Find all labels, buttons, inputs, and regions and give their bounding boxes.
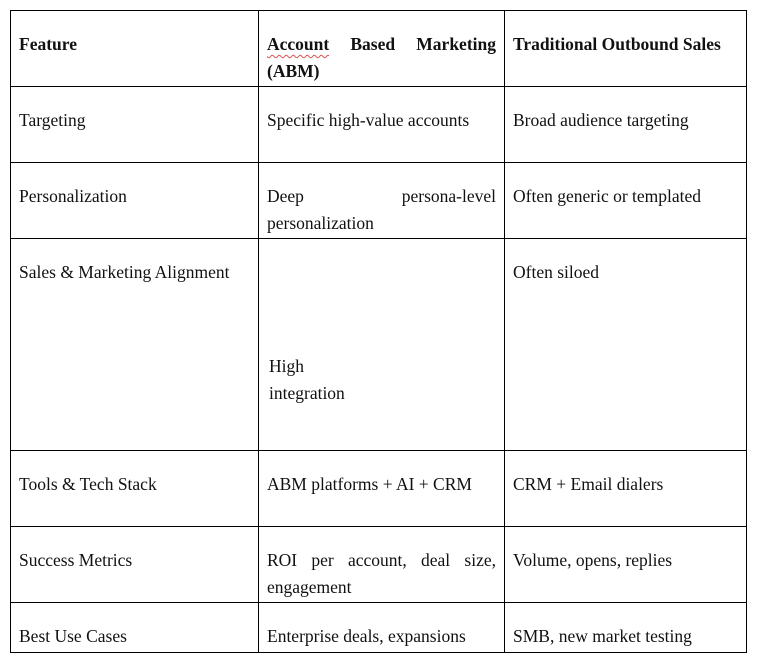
cell-abm: Deep persona-level personalization [259,163,505,239]
cell-traditional: Volume, opens, replies [505,527,747,603]
cell-traditional: Often generic or templated [505,163,747,239]
table-row [11,451,747,527]
cell-abm-text: Enterprise deals, expansions [267,626,466,646]
cell-abm [259,239,505,451]
cell-feature: Best Use Cases [11,603,259,653]
table-row [11,603,747,653]
table-header-row [11,11,747,87]
cell-feature: Tools & Tech Stack [11,451,259,527]
header-traditional [505,11,747,87]
cell-abm: ROI per account, deal size, engagement [259,527,505,603]
cell-feature: Targeting [11,87,259,163]
cell-traditional-text: SMB, new market testing [513,626,692,646]
cell-abm: ABM platforms + AI + CRM [259,451,505,527]
cell-abm-text: High integration [269,356,345,403]
cell-abm: Specific high-value accounts [259,87,505,163]
cell-feature: Personalization [11,163,259,239]
table-row [11,527,747,603]
header-abm [259,11,505,87]
cell-feature: Success Metrics [11,527,259,603]
cell-traditional [505,603,747,653]
header-abm-misspelled-word: Account [267,34,330,54]
header-traditional-text: Traditional Outbound Sales [513,34,721,54]
header-abm-text: Based Marketing (ABM) [267,34,496,81]
header-feature-text: Feature [19,34,77,54]
table-row [11,239,747,451]
table-row [11,163,747,239]
cell-feature: Sales & Marketing Alignment [11,239,259,451]
cell-traditional: CRM + Email dialers [505,451,747,527]
comparison-table [10,10,747,653]
table-row [11,87,747,163]
header-feature [11,11,259,87]
cell-traditional: Often siloed [505,239,747,451]
cell-traditional: Broad audience targeting [505,87,747,163]
cell-abm [259,603,505,653]
